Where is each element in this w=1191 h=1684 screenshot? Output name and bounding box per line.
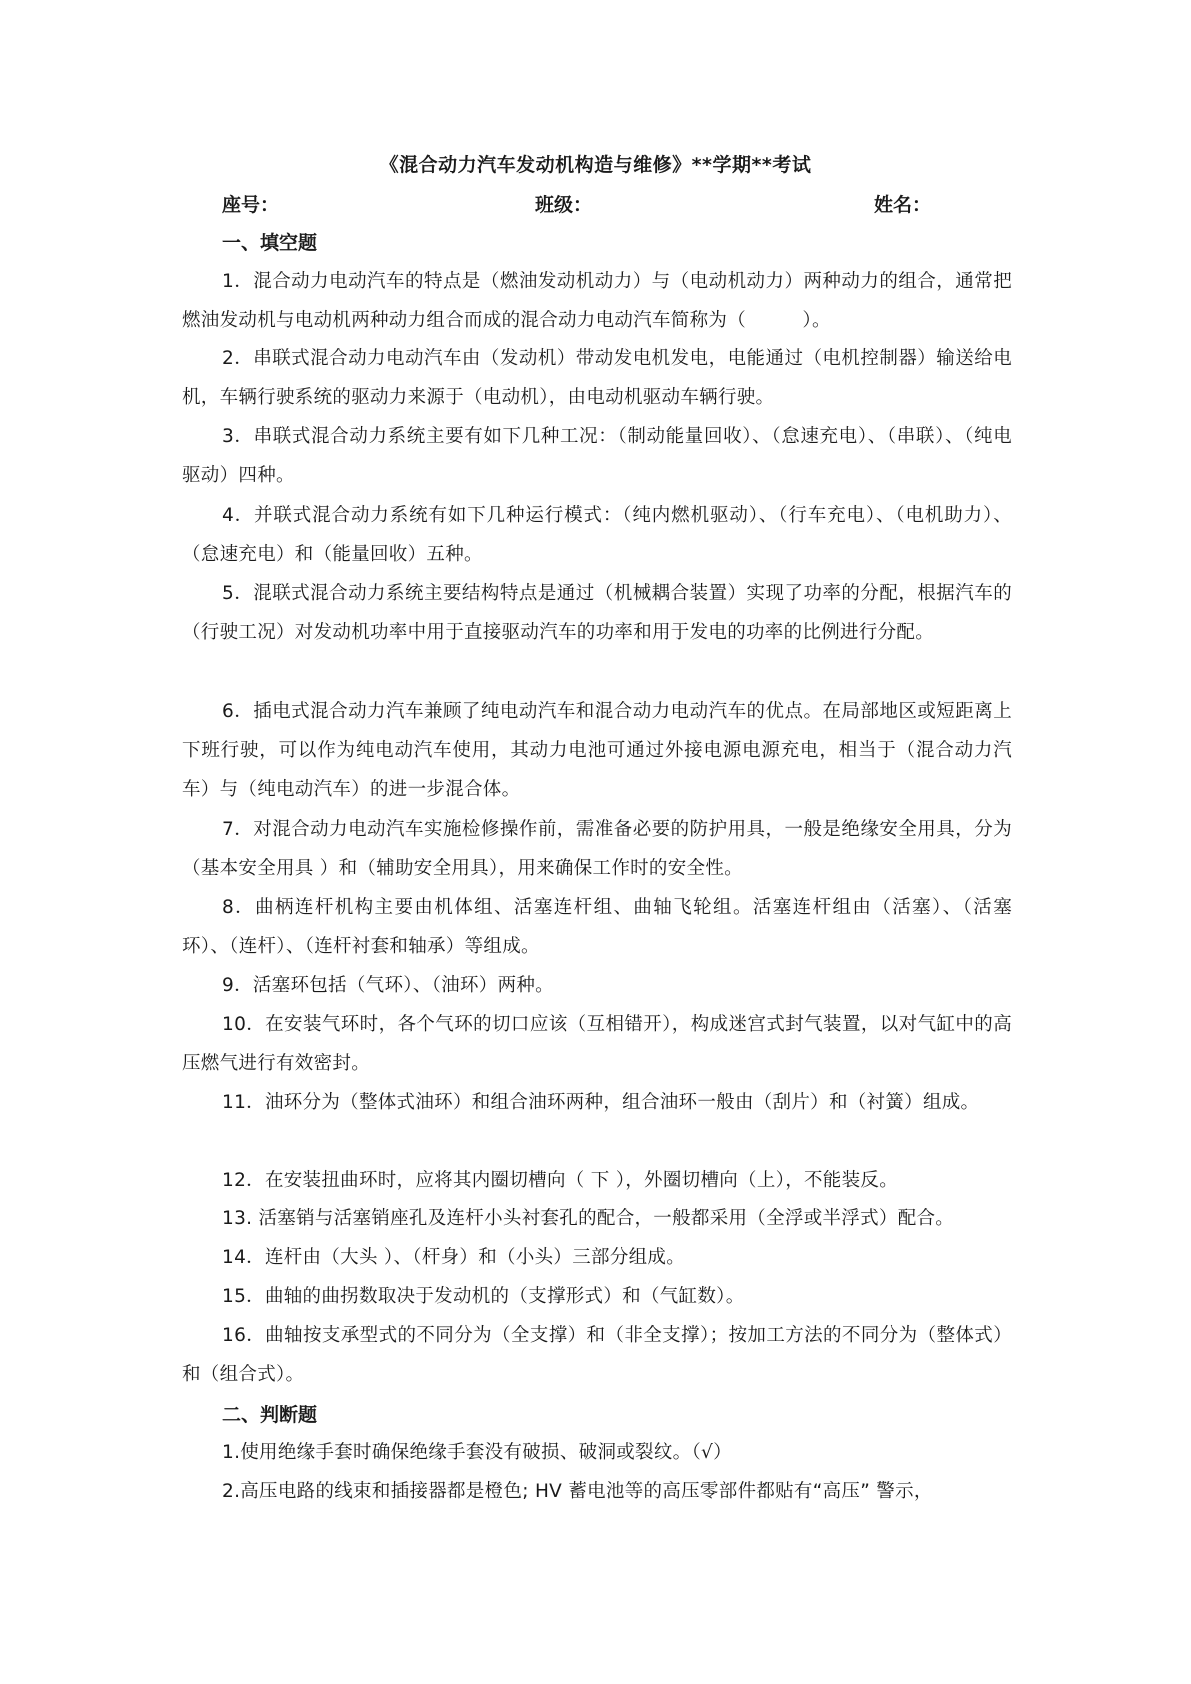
question-item: 8．曲柄连杆机构主要由机体组、活塞连杆组、曲轴飞轮组。活塞连杆组由（活塞）、（活塞环）、（连杆）、（连杆衬套和轴承）等组成。 bbox=[182, 897, 1012, 957]
question-item: 2．串联式混合动力电动汽车由（发动机）带动发电机发电，电能通过（电机控制器）输送给电机，车辆行驶系统的驱动力来源于（电动机），由电动机驱动车辆行驶。 bbox=[182, 348, 1012, 408]
student-info-row bbox=[0, 190, 1191, 220]
question-item: 1．混合动力电动汽车的特点是（燃油发动机动力）与（电动机动力）两种动力的组合，通常把燃油发动机与电动机两种动力组合而成的混合动力电动汽车简称为（ ）。 bbox=[182, 271, 1012, 331]
section-true-false-heading: 二、判断题 bbox=[222, 1404, 318, 1426]
section-fill-blank-heading: 一、填空题 bbox=[222, 232, 318, 254]
question-item: 3．串联式混合动力系统主要有如下几种工况：（制动能量回收）、（怠速充电）、（串联）、（纯电驱动）四种。 bbox=[182, 426, 1012, 486]
question-item: 11．油环分为（整体式油环）和组合油环两种，组合油环一般由（刮片）和（衬簧）组成。 bbox=[222, 1092, 980, 1113]
question-item: 15．曲轴的曲拐数取决于发动机的（支撑形式）和（气缸数）。 bbox=[222, 1286, 745, 1307]
class-label: 班级： bbox=[535, 194, 593, 216]
question-item: 1.使用绝缘手套时确保绝缘手套没有破损、破洞或裂纹。（√） bbox=[222, 1442, 732, 1463]
question-item: 13. 活塞销与活塞销座孔及连杆小头衬套孔的配合，一般都采用（全浮或半浮式）配合。 bbox=[222, 1208, 955, 1229]
question-item: 7．对混合动力电动汽车实施检修操作前，需准备必要的防护用具，一般是绝缘安全用具，分为（基本安全用具 ）和（辅助安全用具），用来确保工作时的安全性。 bbox=[182, 819, 1012, 879]
name-label: 姓名： bbox=[874, 194, 932, 216]
question-item: 10．在安装气环时，各个气环的切口应该（互相错开），构成迷宫式封气装置，以对气缸中的高压燃气进行有效密封。 bbox=[182, 1014, 1012, 1074]
question-item: 12．在安装扭曲环时，应将其内圈切槽向（ 下 ），外圈切槽向（上），不能装反。 bbox=[222, 1170, 899, 1191]
question-item: 4．并联式混合动力系统有如下几种运行模式：（纯内燃机驱动）、（行车充电）、（电机助力）、（怠速充电）和（能量回收）五种。 bbox=[182, 505, 1012, 565]
question-item: 2.高压电路的线束和插接器都是橙色; HV 蓄电池等的高压零部件都贴有“高压” 警示， bbox=[222, 1481, 933, 1502]
question-item: 14．连杆由（大头 ）、（杆身）和（小头）三部分组成。 bbox=[222, 1247, 686, 1268]
question-item: 6．插电式混合动力汽车兼顾了纯电动汽车和混合动力电动汽车的优点。在局部地区或短距离上下班行驶，可以作为纯电动汽车使用，其动力电池可通过外接电源电源充电，相当于（混合动力汽车）与（纯电动汽车）的进一步混合体。 bbox=[182, 701, 1012, 800]
seat-label: 座号： bbox=[222, 194, 280, 216]
exam-title: 《混合动力汽车发动机构造与维修》**学期**考试 bbox=[379, 154, 812, 176]
question-item: 9．活塞环包括（气环）、（油环）两种。 bbox=[222, 975, 554, 996]
question-item: 5．混联式混合动力系统主要结构特点是通过（机械耦合装置）实现了功率的分配，根据汽车的（行驶工况）对发动机功率中用于直接驱动汽车的功率和用于发电的功率的比例进行分配。 bbox=[182, 583, 1012, 643]
question-item: 16．曲轴按支承型式的不同分为（全支撑）和（非全支撑）；按加工方法的不同分为（整体式）和（组合式）。 bbox=[182, 1325, 1012, 1385]
